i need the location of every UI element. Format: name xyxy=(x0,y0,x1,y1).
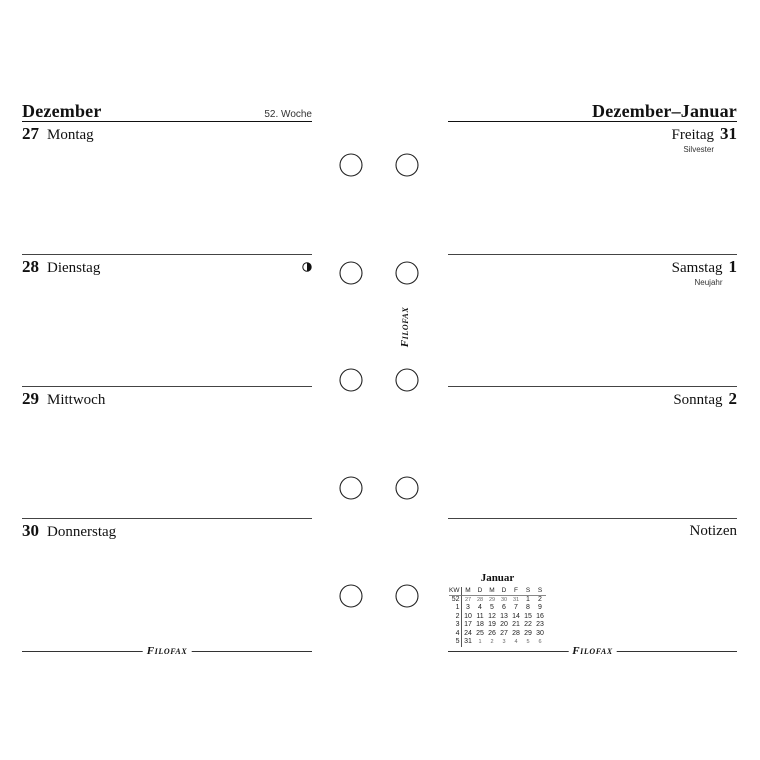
week-number: 52. Woche xyxy=(264,109,312,120)
ring-hole-icon xyxy=(340,369,362,391)
mini-cal-day: 16 xyxy=(536,612,544,620)
day-label-monday xyxy=(22,125,312,144)
mini-cal-day: 2 xyxy=(490,639,494,645)
mini-cal-day: 3 xyxy=(502,639,506,645)
day-number: 29 xyxy=(22,389,39,408)
weekday-name: Freitag xyxy=(671,127,714,143)
day-divider xyxy=(448,254,737,255)
day-number: 28 xyxy=(22,257,39,276)
notes-section-label xyxy=(448,522,737,540)
day-label-tuesday xyxy=(22,258,312,277)
mini-cal-week-label: KW xyxy=(449,587,462,596)
mini-cal-day: 30 xyxy=(500,596,508,603)
ring-hole-icon xyxy=(396,369,418,391)
mini-cal-day: 17 xyxy=(464,621,472,628)
weekday-name: Sonntag xyxy=(673,392,723,408)
day-number: 27 xyxy=(22,124,39,143)
right-page-header xyxy=(448,102,737,120)
mini-cal-day: 29 xyxy=(524,629,532,637)
ring-hole-icon xyxy=(396,154,418,176)
half-moon-icon xyxy=(302,262,312,272)
mini-cal-day: 5 xyxy=(490,604,494,611)
ring-hole-icon xyxy=(396,585,418,607)
mini-cal-week-number: 2 xyxy=(449,613,462,622)
day-number: 31 xyxy=(720,124,737,143)
mini-cal-day: 5 xyxy=(526,639,530,645)
ring-hole-icon xyxy=(340,262,362,284)
holiday-note: Silvester xyxy=(683,145,714,154)
mini-cal-day: 15 xyxy=(524,612,532,620)
mini-cal-weekday: D xyxy=(474,587,486,596)
mini-cal-weekday: M xyxy=(486,587,498,596)
mini-cal-day: 1 xyxy=(526,595,530,603)
mini-cal-day: 4 xyxy=(514,639,518,645)
mini-cal-day: 4 xyxy=(478,604,482,611)
mini-cal-day: 20 xyxy=(500,621,508,628)
mini-cal-day: 18 xyxy=(476,621,484,628)
ring-hole-icon xyxy=(340,154,362,176)
mini-cal-day: 8 xyxy=(526,604,530,611)
mini-cal-day: 6 xyxy=(502,604,506,611)
mini-cal-weekday: S xyxy=(522,587,534,596)
day-label-saturday xyxy=(448,258,737,287)
month-title: Dezember xyxy=(22,101,102,121)
weekday-name: Donnerstag xyxy=(47,524,117,540)
mini-cal-day: 29 xyxy=(488,596,496,603)
mini-cal-day: 22 xyxy=(524,621,532,628)
day-divider xyxy=(22,518,312,519)
ring-hole-icon xyxy=(396,477,418,499)
mini-cal-day: 14 xyxy=(512,612,520,620)
mini-cal-day: 1 xyxy=(478,639,482,645)
mini-cal-day: 23 xyxy=(536,621,544,628)
mini-cal-day: 31 xyxy=(464,638,472,645)
mini-cal-day: 9 xyxy=(538,604,542,611)
mini-cal-day: 3 xyxy=(466,604,470,611)
mini-cal-grid xyxy=(449,587,546,647)
weekday-name: Samstag xyxy=(671,260,723,276)
day-label-friday xyxy=(448,125,737,154)
month-range-title: Dezember–Januar xyxy=(592,101,737,121)
mini-cal-weekday: S xyxy=(534,587,546,596)
weekday-block xyxy=(672,126,715,154)
mini-cal-day: 24 xyxy=(464,629,472,637)
mini-cal-day: 27 xyxy=(500,629,508,637)
day-number: 30 xyxy=(22,521,39,540)
binder-holes xyxy=(338,152,422,612)
mini-cal-day: 28 xyxy=(476,596,484,603)
mini-cal-weekday: M xyxy=(462,587,474,596)
mini-cal-day: 26 xyxy=(488,629,496,637)
filofax-logo: Filofax xyxy=(568,645,617,657)
mini-cal-day: 2 xyxy=(538,595,542,603)
mini-cal-weekday: D xyxy=(498,587,510,596)
mini-cal-week-number: 52 xyxy=(449,596,462,605)
weekday-name: Mittwoch xyxy=(47,392,106,408)
mini-cal-day: 28 xyxy=(512,629,520,637)
mini-cal-weekday: F xyxy=(510,587,522,596)
day-number: 1 xyxy=(728,257,737,276)
day-divider xyxy=(22,254,312,255)
mini-cal-day: 27 xyxy=(464,596,472,603)
day-label-thursday xyxy=(22,522,312,541)
mini-cal-day: 19 xyxy=(488,621,496,628)
header-rule xyxy=(448,121,737,122)
day-divider xyxy=(448,518,737,519)
day-divider xyxy=(22,386,312,387)
mini-cal-day: 12 xyxy=(488,612,496,620)
holiday-note: Neujahr xyxy=(694,278,723,287)
mini-calendar xyxy=(449,572,546,647)
weekday-name: Montag xyxy=(47,127,94,143)
mini-cal-day: 10 xyxy=(464,612,472,620)
ring-hole-icon xyxy=(340,477,362,499)
weekday-block xyxy=(672,259,723,287)
day-divider xyxy=(448,386,737,387)
ring-hole-icon xyxy=(340,585,362,607)
mini-cal-day: 7 xyxy=(514,604,518,611)
mini-cal-day: 11 xyxy=(476,612,484,620)
mini-cal-day: 6 xyxy=(538,639,542,645)
mini-cal-day: 31 xyxy=(512,596,520,603)
left-page xyxy=(22,0,312,760)
mini-cal-day: 25 xyxy=(476,629,484,637)
filofax-logo: Filofax xyxy=(143,645,192,657)
mini-cal-month: Januar xyxy=(480,572,515,584)
mini-cal-week-number: 1 xyxy=(449,604,462,613)
weekday-name: Dienstag xyxy=(47,260,101,276)
ring-hole-icon xyxy=(396,262,418,284)
right-page xyxy=(448,0,737,760)
header-rule xyxy=(22,121,312,122)
spine-filofax-logo: Filofax xyxy=(399,306,411,348)
mini-cal-day: 21 xyxy=(512,621,520,628)
mini-cal-week-number: 3 xyxy=(449,621,462,630)
notes-label: Notizen xyxy=(689,523,737,539)
mini-cal-day: 30 xyxy=(536,629,544,637)
mini-cal-week-number: 5 xyxy=(449,638,462,647)
mini-cal-day: 13 xyxy=(500,612,508,620)
left-page-header xyxy=(22,102,312,120)
day-label-sunday xyxy=(448,390,737,409)
day-label-wednesday xyxy=(22,390,312,409)
mini-cal-week-number: 4 xyxy=(449,630,462,639)
day-number: 2 xyxy=(728,389,737,408)
